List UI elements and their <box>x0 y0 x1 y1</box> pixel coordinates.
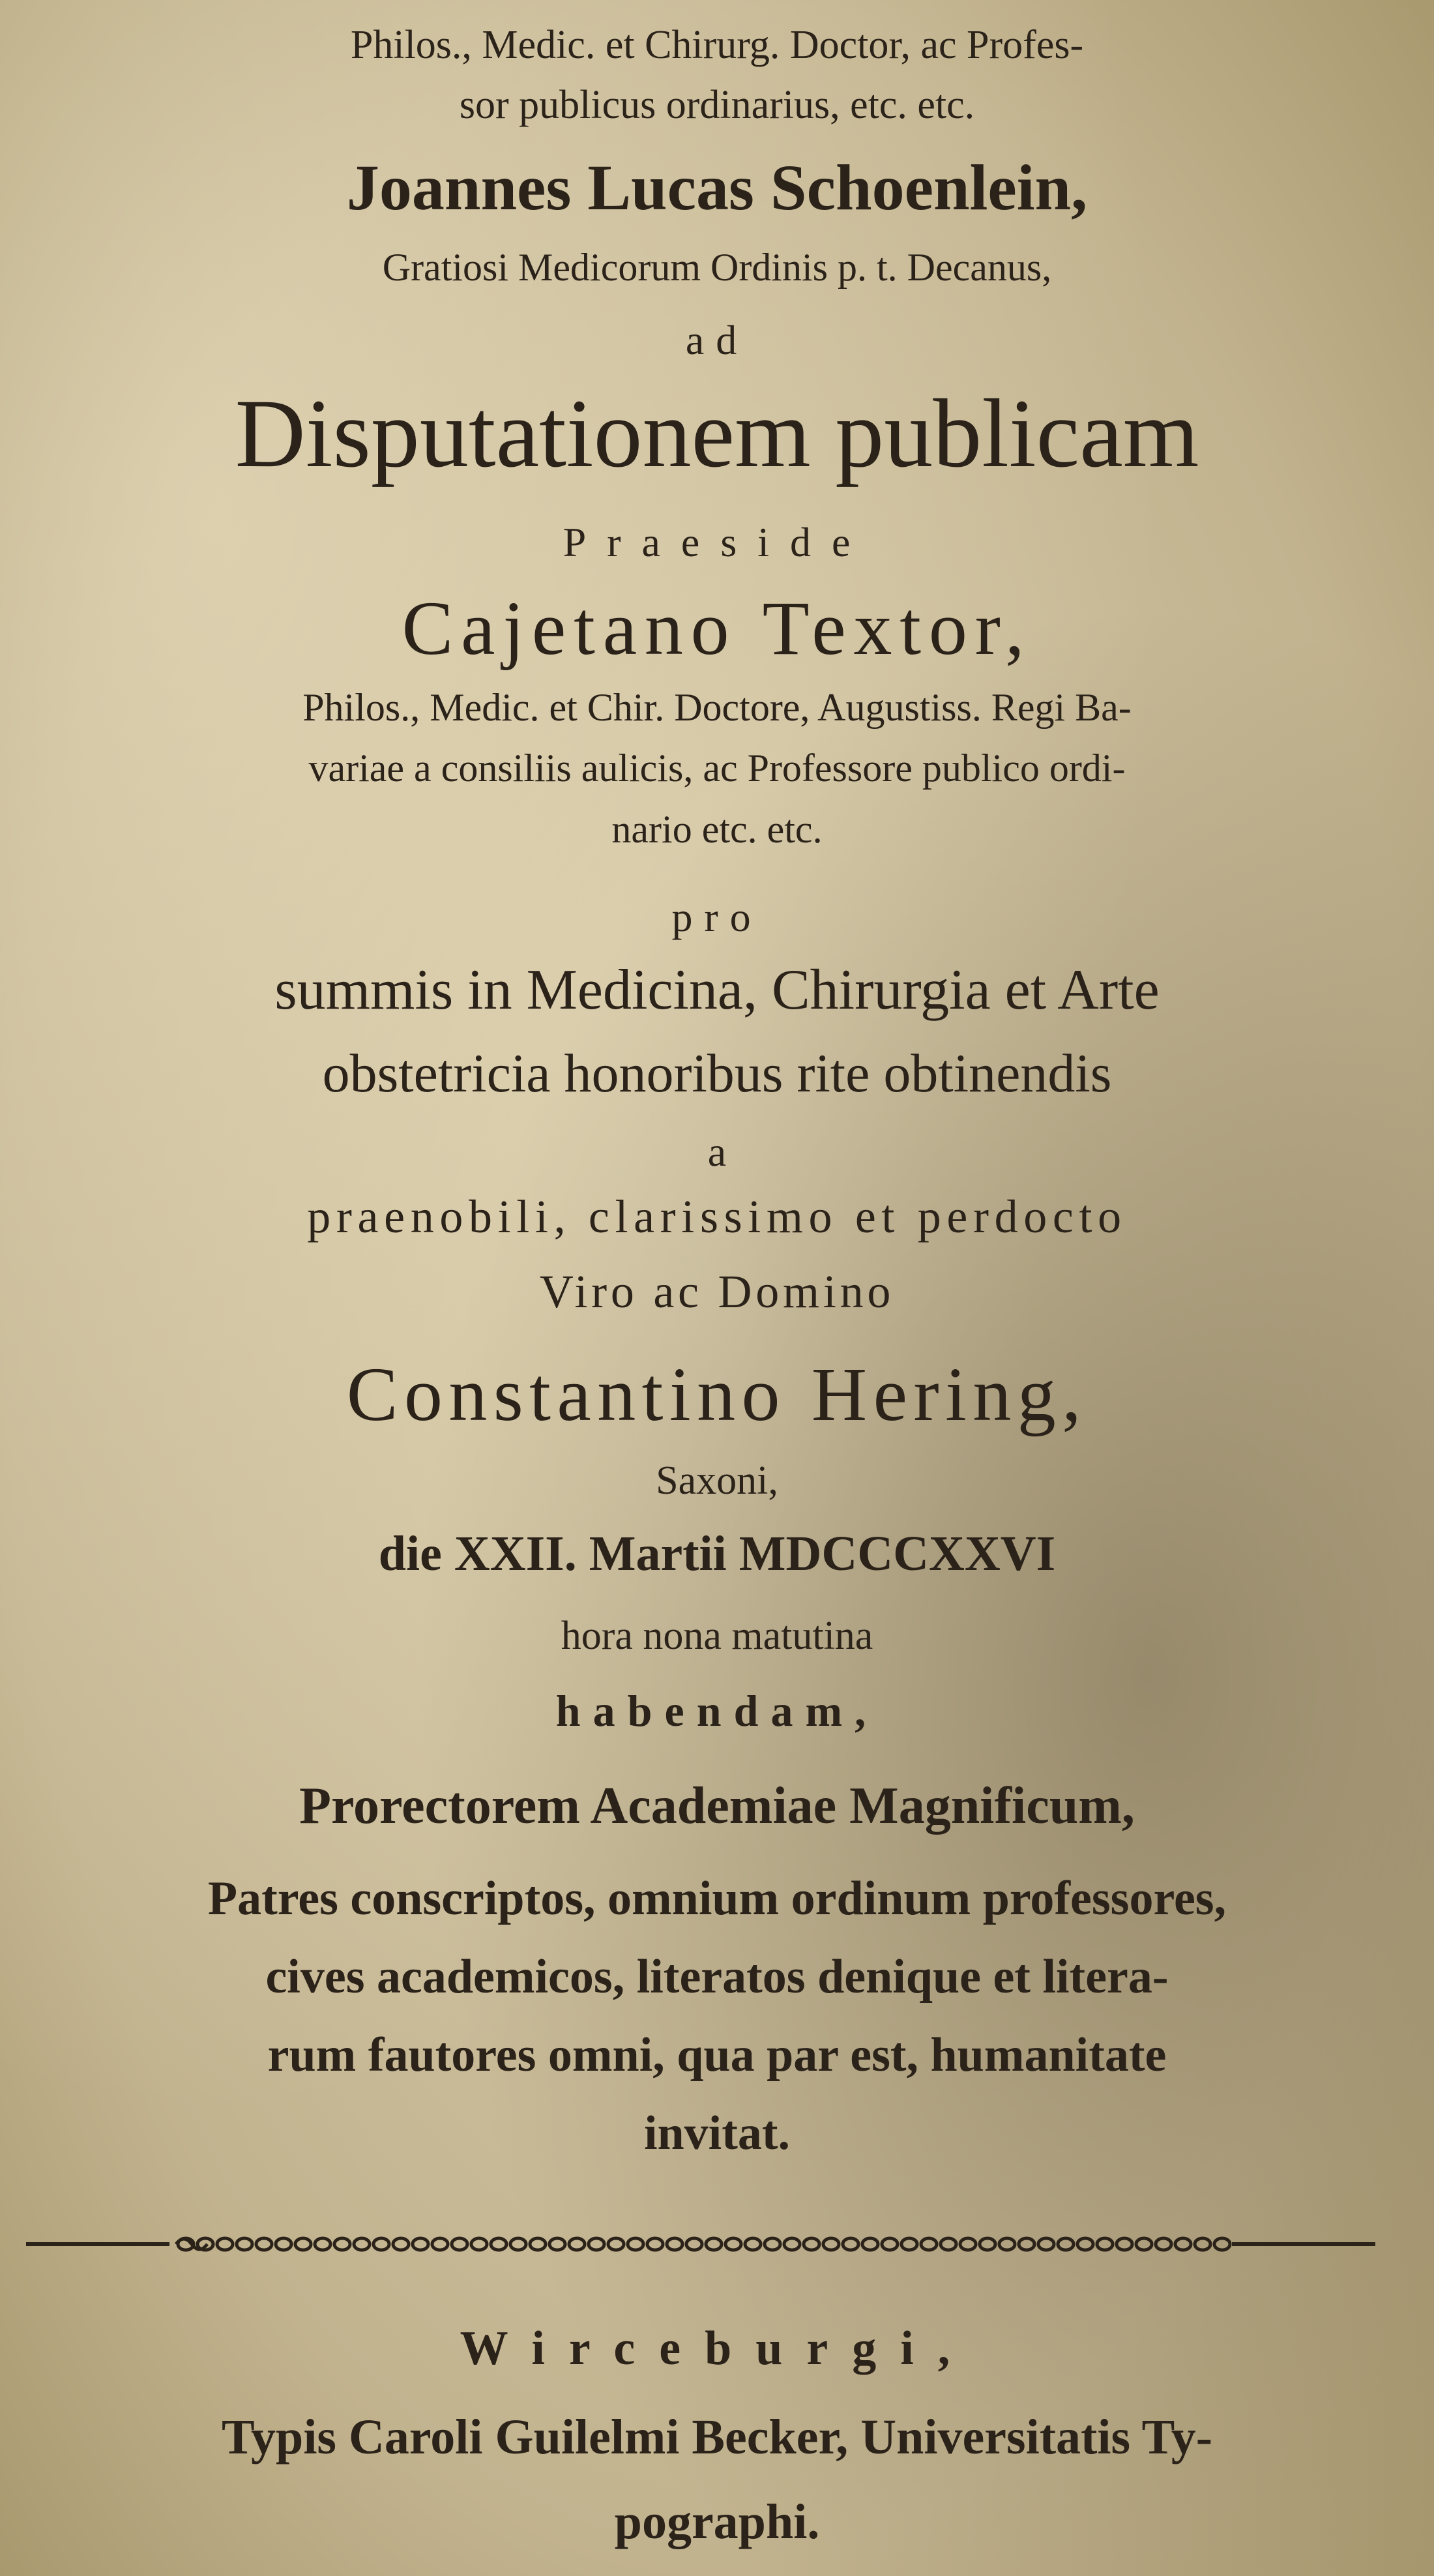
text-line-12: pro <box>671 894 763 940</box>
text-line-10: variae a consiliis aulicis, ac Professore publico ordi- <box>308 747 1126 790</box>
text-line-13: summis in Medicina, Chirurgia et Arte <box>274 958 1160 1022</box>
text-line-2: sor publicus ordinarius, etc. etc. <box>459 83 975 127</box>
text-line-19: Saxoni, <box>656 1458 778 1503</box>
text-line-29-printer: Typis Caroli Guilelmi Becker, Universitatis Ty- <box>222 2410 1212 2465</box>
text-line-21: hora nona matutina <box>561 1614 873 1658</box>
ornamental-rule <box>26 2230 1375 2258</box>
text-line-9: Philos., Medic. et Chir. Doctore, Augustiss. Regi Ba- <box>302 686 1132 729</box>
text-line-4: Gratiosi Medicorum Ordinis p. t. Decanus, <box>382 246 1052 289</box>
text-line-11: nario etc. etc. <box>611 808 823 851</box>
text-line-15: a <box>707 1129 727 1175</box>
text-line-22: habendam, <box>555 1686 879 1736</box>
name-schoenlein: Joannes Lucas Schoenlein, <box>346 151 1088 224</box>
text-line-25: cives academicos, literatos denique et litera- <box>265 1950 1169 2004</box>
text-line-30: pographi. <box>614 2495 820 2549</box>
heading-disputationem: Disputationem publicam <box>235 379 1199 488</box>
text-line-24: Patres conscriptos, omnium ordinum professores, <box>207 1872 1227 1925</box>
text-line-23: Prorectorem Academiae Magnificum, <box>299 1777 1135 1835</box>
text-line-16: praenobili, clarissimo et perdocto <box>307 1191 1127 1243</box>
text-line-20-date: die XXII. Martii MDCCCXXVI <box>378 1526 1056 1581</box>
text-line-17: Viro ac Domino <box>539 1266 895 1318</box>
text-line-5: ad <box>685 317 749 363</box>
name-hering: Constantino Hering, <box>346 1352 1088 1437</box>
text-line-7: Praeside <box>563 519 871 565</box>
name-textor: Cajetano Textor, <box>402 585 1032 671</box>
text-line-1: Philos., Medic. et Chirurg. Doctor, ac Profes- <box>350 23 1084 67</box>
text-line-26: rum fautores omni, qua par est, humanitate <box>267 2028 1167 2082</box>
text-line-27: invitat. <box>643 2107 791 2160</box>
place-wirceburgi: Wirceburgi, <box>460 2322 974 2375</box>
text-line-14: obstetricia honoribus rite obtinendis <box>322 1043 1112 1104</box>
